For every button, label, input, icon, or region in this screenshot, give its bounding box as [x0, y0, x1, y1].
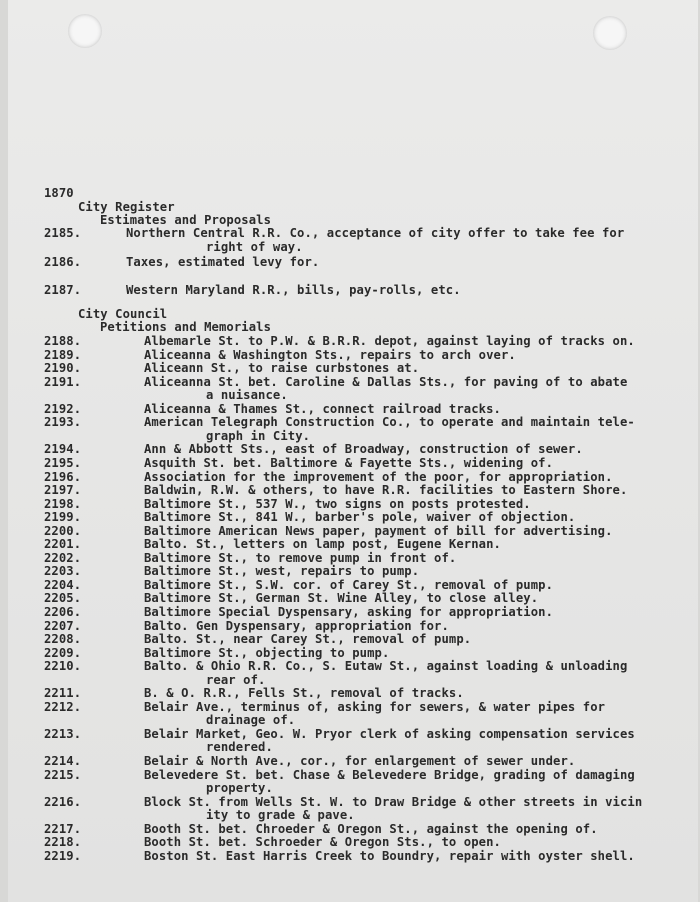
entry-number: 2199.	[44, 510, 82, 524]
entry-number: 2206.	[44, 605, 82, 619]
entry-number: 2189.	[44, 348, 82, 362]
entry-text: Baltimore Special Dyspensary, asking for appropriation.	[144, 605, 554, 619]
entry-text: Baltimore St., to remove pump in front of.	[144, 551, 457, 565]
entry-continuation: a nuisance.	[206, 388, 288, 402]
entry-number: 2210.	[44, 659, 82, 673]
entry-text: Balto. Gen Dyspensary, appropriation for.	[144, 619, 449, 633]
entry-text: Association for the improvement of the poor, for appropriation.	[144, 470, 613, 484]
entry-number: 2195.	[44, 456, 82, 470]
entry-text: Belair Ave., terminus of, asking for sewers, & water pipes for	[144, 700, 606, 714]
entry-number: 2216.	[44, 795, 82, 809]
section-subtitle: Estimates and Proposals	[100, 213, 272, 227]
entry-text: Western Maryland R.R., bills, pay-rolls, etc.	[126, 283, 461, 297]
entry-text: Balto. St., near Carey St., removal of pump.	[144, 632, 472, 646]
entry-number: 2194.	[44, 442, 82, 456]
entry-text: Baltimore St., S.W. cor. of Carey St., removal of pump.	[144, 578, 554, 592]
entry-number: 2193.	[44, 415, 82, 429]
section-subtitle: Petitions and Memorials	[100, 320, 272, 334]
entry-number: 2214.	[44, 754, 82, 768]
entry-text: Northern Central R.R. Co., acceptance of city offer to take fee for	[126, 226, 625, 240]
entry-text: B. & O. R.R., Fells St., removal of tracks.	[144, 686, 464, 700]
entry-text: Baltimore St., 841 W., barber's pole, waiver of objection.	[144, 510, 576, 524]
entry-number: 2209.	[44, 646, 82, 660]
entry-number: 2219.	[44, 849, 82, 863]
entry-number: 2197.	[44, 483, 82, 497]
entry-number: 2198.	[44, 497, 82, 511]
entry-continuation: right of way.	[206, 240, 303, 254]
entry-text: Aliceann St., to raise curbstones at.	[144, 361, 420, 375]
entry-text: Aliceanna & Thames St., connect railroad tracks.	[144, 402, 501, 416]
punch-hole-left	[68, 14, 102, 48]
entry-text: Aliceanna & Washington Sts., repairs to arch over.	[144, 348, 516, 362]
entry-number: 2208.	[44, 632, 82, 646]
entry-number: 2218.	[44, 835, 82, 849]
entry-text: Belair & North Ave., cor., for enlargement of sewer under.	[144, 754, 576, 768]
entry-text: Baltimore St., 537 W., two signs on posts protested.	[144, 497, 531, 511]
entry-text: Aliceanna St. bet. Caroline & Dallas Sts., for paving of to abate	[144, 375, 628, 389]
entry-text: Baltimore St., objecting to pump.	[144, 646, 390, 660]
entry-continuation: rear of.	[206, 673, 266, 687]
entry-number: 2192.	[44, 402, 82, 416]
year-heading: 1870	[44, 186, 74, 200]
entry-text: Belevedere St. bet. Chase & Belevedere Bridge, grading of damaging	[144, 768, 635, 782]
entry-text: Balto. St., letters on lamp post, Eugene Kernan.	[144, 537, 501, 551]
entry-number: 2191.	[44, 375, 82, 389]
entry-text: Balto. & Ohio R.R. Co., S. Eutaw St., against loading & unloading	[144, 659, 628, 673]
entry-number: 2201.	[44, 537, 82, 551]
entry-text: American Telegraph Construction Co., to operate and maintain tele-	[144, 415, 635, 429]
entry-number: 2205.	[44, 591, 82, 605]
entry-text: Baldwin, R.W. & others, to have R.R. facilities to Eastern Shore.	[144, 483, 628, 497]
entry-number: 2215.	[44, 768, 82, 782]
entry-number: 2187.	[44, 283, 82, 297]
entry-number: 2212.	[44, 700, 82, 714]
entry-number: 2200.	[44, 524, 82, 538]
entry-number: 2207.	[44, 619, 82, 633]
entry-number: 2211.	[44, 686, 82, 700]
entry-text: Booth St. bet. Schroeder & Oregon Sts., to open.	[144, 835, 501, 849]
entry-number: 2202.	[44, 551, 82, 565]
entry-text: Block St. from Wells St. W. to Draw Bridge & other streets in vicin	[144, 795, 643, 809]
entry-number: 2217.	[44, 822, 82, 836]
entry-continuation: drainage of.	[206, 713, 296, 727]
entry-text: Ann & Abbott Sts., east of Broadway, construction of sewer.	[144, 442, 583, 456]
entry-number: 2188.	[44, 334, 82, 348]
entry-continuation: graph in City.	[206, 429, 311, 443]
section-title: City Register	[78, 200, 175, 214]
entry-text: Asquith St. bet. Baltimore & Fayette Sts., widening of.	[144, 456, 554, 470]
entry-number: 2186.	[44, 255, 82, 269]
section-title: City Council	[78, 307, 168, 321]
entry-text: Baltimore St., west, repairs to pump.	[144, 564, 420, 578]
entry-text: Baltimore American News paper, payment of bill for advertising.	[144, 524, 613, 538]
entry-number: 2190.	[44, 361, 82, 375]
entry-number: 2204.	[44, 578, 82, 592]
entry-continuation: rendered.	[206, 740, 273, 754]
entry-number: 2185.	[44, 226, 82, 240]
entry-number: 2196.	[44, 470, 82, 484]
entry-continuation: ity to grade & pave.	[206, 808, 355, 822]
entry-continuation: property.	[206, 781, 273, 795]
entry-text: Albemarle St. to P.W. & B.R.R. depot, against laying of tracks on.	[144, 334, 635, 348]
punch-hole-right	[593, 16, 627, 50]
entry-text: Baltimore St., German St. Wine Alley, to close alley.	[144, 591, 539, 605]
entry-text: Booth St. bet. Chroeder & Oregon St., against the opening of.	[144, 822, 598, 836]
entry-text: Taxes, estimated levy for.	[126, 255, 320, 269]
entry-text: Boston St. East Harris Creek to Boundry, repair with oyster shell.	[144, 849, 635, 863]
entry-text: Belair Market, Geo. W. Pryor clerk of asking compensation services	[144, 727, 635, 741]
entry-number: 2213.	[44, 727, 82, 741]
entry-number: 2203.	[44, 564, 82, 578]
